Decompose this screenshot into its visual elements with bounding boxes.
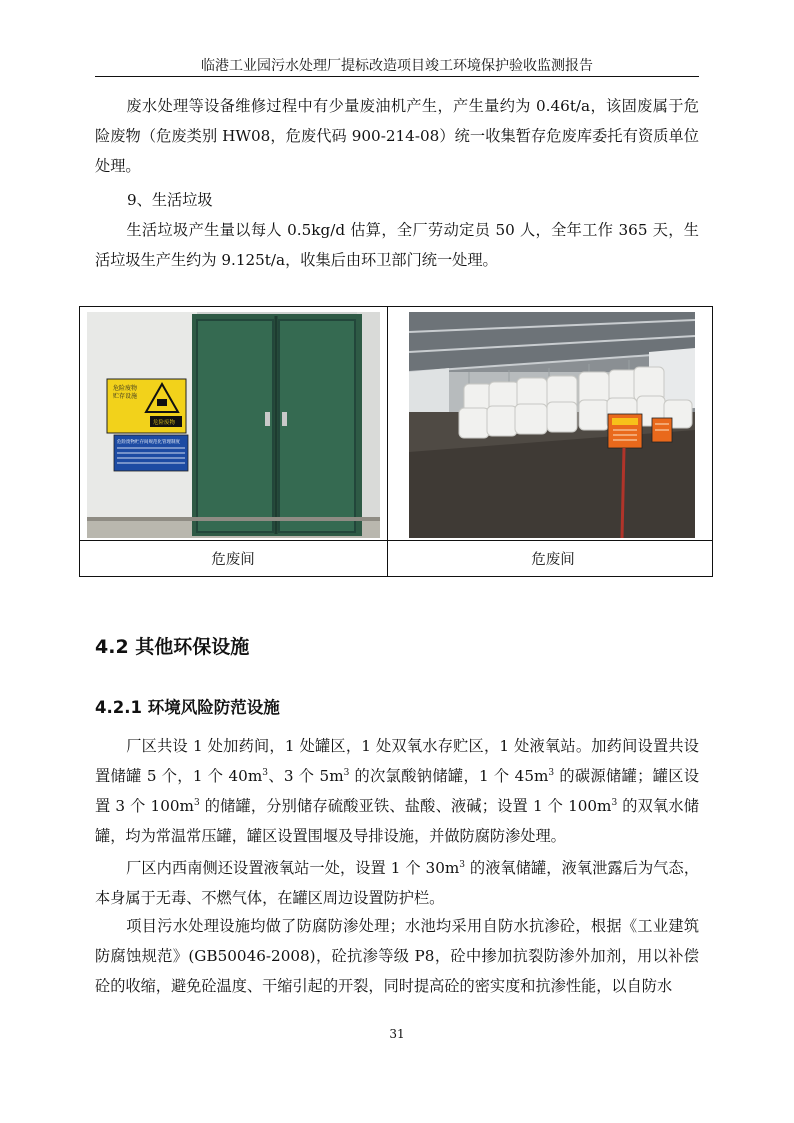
liquid-oxygen-paragraph: 厂区内西南侧还设置液氧站一处，设置 1 个 $30m^3$ 的液氧储罐，液氧泄露后为气态，本身属于无毒、不燃气体，在罐区周边设置防护栏。 xyxy=(95,859,700,907)
domestic-waste-paragraph: 生活垃圾产生量以每人 0.5kg/d 估算，全厂劳动定员 50 人，全年工作 365 天，生活垃圾生产生约为 9.125t/a，收集后由环卫部门统一处理。 xyxy=(95,221,699,269)
anti-seepage-paragraph: 项目污水处理设施均做了防腐防渗处理；水池均采用自防水抗渗砼，根据《工业建筑防腐蚀规范》(GB50046-2008)，砼抗渗等级 P8，砼中掺加抗裂防渗外加剂，用以补偿砼的收缩，避免砼温度、干缩引起的开裂，同时提高砼的密实度和抗渗性能，以自防水 xyxy=(95,917,699,995)
hazardous-waste-warehouse-photo xyxy=(409,312,695,538)
svg-text:危险废物: 危险废物 xyxy=(153,420,176,426)
page-header: 临港工业园污水处理厂提标改造项目竣工环境保护验收监测报告 xyxy=(201,58,593,74)
svg-text:贮存设施: 贮存设施 xyxy=(113,393,138,400)
hazard-warning-sign xyxy=(107,379,186,433)
hazardous-oil-paragraph: 废水处理等设备维修过程中有少量废油机产生，产生量约为 0.46t/a，该固废属于危险废物（危废类别 HW08，危废代码 900-214-08）统一收集暂存危废库委托有资质单位处理。 xyxy=(95,97,699,175)
left-photo-caption: 危废间 xyxy=(211,552,255,568)
page-number: 31 xyxy=(389,1027,405,1041)
risk-facilities-paragraph: 厂区共设 1 处加药间，1 处罐区，1 处双氧水存贮区，1 处液氧站。加药间设置共设置储罐 5 个，1 个 $40m^3$、3 个 $5m^3$ 的次氯酸钠储罐，1 个 $45m^3$ 的碳源储罐；罐区设置 3 个 $100m^3$ 的储罐，分别储存硫酸亚铁、盐酸、液碱；设置 1 个 $100m^3$ 的双氧水储罐，均为常温常压罐，罐区设置围堰及导排设施，并做防腐防渗处理。 xyxy=(95,737,700,845)
right-photo-caption: 危废间 xyxy=(531,552,575,568)
section-heading-4-2-1: 4.2.1 环境风险防范设施 xyxy=(95,698,280,717)
hazardous-waste-room-door-photo xyxy=(87,312,380,538)
header-rule xyxy=(95,76,699,77)
svg-text:危险废物贮存间规范化管理制度: 危险废物贮存间规范化管理制度 xyxy=(117,440,180,445)
svg-text:危险废物: 危险废物 xyxy=(113,385,138,392)
photo-table xyxy=(79,306,713,577)
domestic-waste-item-heading: 9、生活垃圾 xyxy=(127,191,213,209)
hazardous-waste-info-board xyxy=(114,435,188,471)
section-heading-4-2: 4.2 其他环保设施 xyxy=(95,636,250,658)
